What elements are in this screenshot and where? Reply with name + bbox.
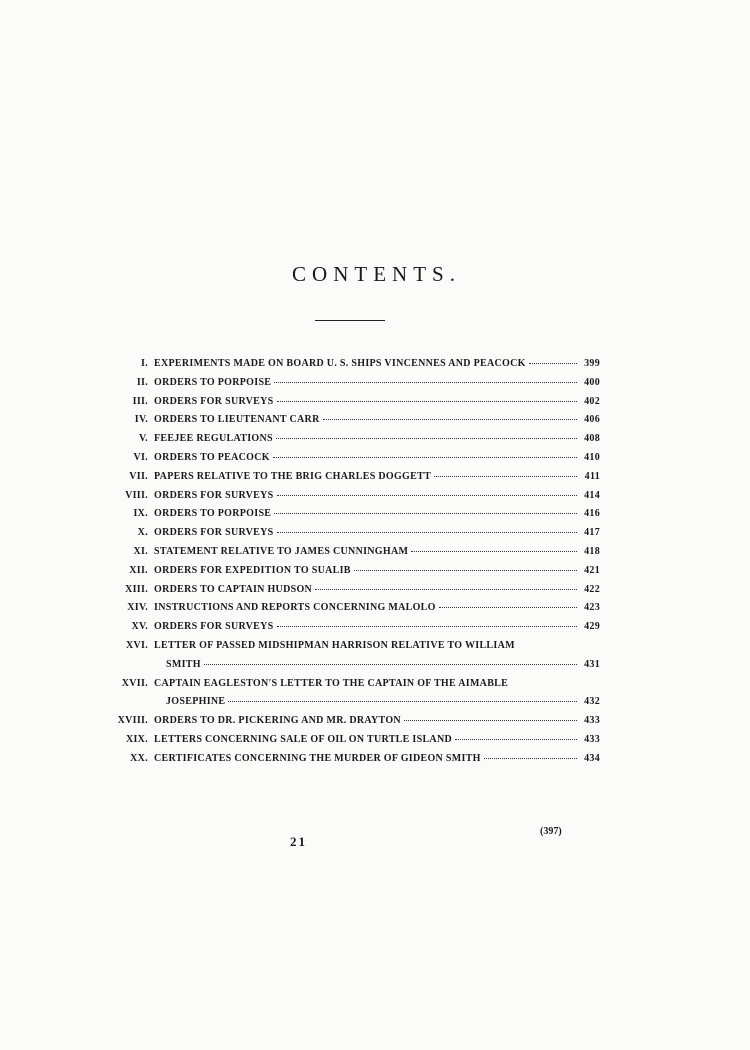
- dot-leader: [228, 701, 577, 702]
- toc-entry: [100, 490, 600, 509]
- toc-entry-title: ORDERS FOR SURVEYS: [154, 621, 274, 633]
- dot-leader: [354, 570, 577, 571]
- toc-entry-page: 433: [584, 715, 600, 727]
- title-rule: [315, 320, 385, 321]
- toc-entry: [100, 377, 600, 396]
- toc-entry-title: EXPERIMENTS MADE ON BOARD U. S. SHIPS VINCENNES AND PEACOCK: [154, 358, 526, 369]
- toc-entry-page: 431: [584, 658, 600, 670]
- toc-entry: [100, 621, 600, 640]
- toc-entry-title: PAPERS RELATIVE TO THE BRIG CHARLES DOGGETT: [154, 470, 432, 482]
- toc-entry-page: 417: [584, 527, 600, 539]
- dot-leader: [274, 513, 577, 514]
- toc-entry-page: 433: [584, 733, 600, 745]
- toc-entry: [100, 753, 600, 772]
- dot-leader: [455, 739, 577, 740]
- toc-entry-page: 402: [584, 395, 600, 407]
- toc-entry-number: VII.: [129, 470, 148, 482]
- dot-leader: [323, 419, 577, 420]
- toc-entry-title: LETTER OF PASSED MIDSHIPMAN HARRISON RELATIVE TO WILLIAM: [154, 639, 515, 651]
- toc-entry: [100, 678, 600, 697]
- toc-entry-title: CERTIFICATES CONCERNING THE MURDER OF GIDEON SMITH: [154, 752, 481, 764]
- toc-entry: [100, 471, 600, 490]
- toc-entry-page: 410: [584, 451, 600, 463]
- signature-mark: 21: [290, 834, 307, 849]
- toc-entry-number: XX.: [130, 752, 148, 764]
- toc-entry-title: ORDERS FOR SURVEYS: [154, 527, 274, 539]
- toc-entry-title: INSTRUCTIONS AND REPORTS CONCERNING MALOLO: [154, 602, 436, 614]
- toc-entry-number: II.: [136, 376, 148, 388]
- toc-entry-number: XIII.: [125, 583, 148, 595]
- dot-leader: [434, 476, 577, 477]
- toc-entry-page: 422: [584, 583, 600, 595]
- toc-entry-number: XV.: [131, 621, 148, 633]
- toc-entry-number: X.: [137, 527, 148, 539]
- toc-entry-page: 418: [584, 545, 600, 557]
- toc-entry-title: LETTERS CONCERNING SALE OF OIL ON TURTLE ISLAND: [154, 733, 452, 745]
- dot-leader: [277, 401, 577, 402]
- toc-entry: [100, 546, 600, 565]
- toc-entry: [100, 734, 600, 753]
- toc-entry-number: III.: [132, 395, 148, 407]
- page-title: CONTENTS.: [292, 262, 461, 286]
- toc-entry-page: 411: [584, 470, 600, 482]
- toc-entry: [100, 414, 600, 433]
- toc-entry-page: 434: [584, 752, 600, 764]
- toc-entry-title: ORDERS TO PEACOCK: [154, 451, 270, 463]
- dot-leader: [273, 457, 577, 458]
- toc-entry-number: VIII.: [125, 489, 148, 501]
- dot-leader: [484, 758, 577, 759]
- toc-entry-page: 399: [584, 358, 600, 369]
- toc-entry-page: 429: [584, 621, 600, 633]
- dot-leader: [277, 495, 577, 496]
- toc-entry-title: ORDERS FOR SURVEYS: [154, 395, 274, 407]
- toc-entry-number: XVIII.: [117, 715, 148, 727]
- toc-entry-number: V.: [138, 433, 148, 445]
- dot-leader: [276, 438, 577, 439]
- toc-entry-number: IX.: [133, 508, 148, 520]
- toc-entry-page: 414: [584, 489, 600, 501]
- toc-entry-title: ORDERS TO PORPOISE: [154, 376, 272, 388]
- toc-entry: [100, 527, 600, 546]
- toc-entry-number: XVII.: [121, 677, 148, 689]
- toc-entry-title: ORDERS TO CAPTAIN HUDSON: [154, 583, 313, 595]
- toc-entry-page: 421: [584, 564, 600, 576]
- toc-entry: [100, 452, 600, 471]
- toc-entry-continuation: [100, 696, 600, 715]
- toc-entry-number: XIX.: [125, 733, 148, 745]
- toc-entry-page: 408: [584, 433, 600, 445]
- table-of-contents: [100, 358, 600, 772]
- toc-entry-title-continued: JOSEPHINE: [166, 696, 226, 708]
- dot-leader: [204, 664, 577, 665]
- toc-entry: [100, 640, 600, 659]
- toc-entry-title: FEEJEE REGULATIONS: [154, 433, 273, 445]
- toc-entry-title: ORDERS FOR EXPEDITION TO SUALIB: [154, 564, 351, 576]
- toc-entry-number: XIV.: [127, 602, 148, 614]
- dot-leader: [404, 720, 577, 721]
- toc-entry-page: 406: [584, 414, 600, 426]
- dot-leader: [529, 363, 577, 364]
- dot-leader: [411, 551, 577, 552]
- toc-entry-number: I.: [141, 358, 148, 369]
- toc-entry-number: XVI.: [125, 639, 148, 651]
- dot-leader: [439, 607, 577, 608]
- toc-entry: [100, 396, 600, 415]
- dot-leader: [274, 382, 577, 383]
- toc-entry-title: STATEMENT RELATIVE TO JAMES CUNNINGHAM: [154, 545, 409, 557]
- toc-entry-continuation: [100, 659, 600, 678]
- toc-entry-title-continued: SMITH: [166, 658, 201, 670]
- toc-entry-title: ORDERS FOR SURVEYS: [154, 489, 274, 501]
- toc-entry-page: 423: [584, 602, 600, 614]
- dot-leader: [277, 626, 577, 627]
- toc-entry: [100, 584, 600, 603]
- toc-entry-number: XII.: [129, 564, 148, 576]
- page-number: (397): [540, 826, 562, 837]
- toc-entry-number: XI.: [133, 545, 148, 557]
- toc-entry-page: 416: [584, 508, 600, 520]
- dot-leader: [277, 532, 577, 533]
- dot-leader: [315, 589, 577, 590]
- toc-entry-number: IV.: [134, 414, 148, 426]
- toc-entry-title: CAPTAIN EAGLESTON'S LETTER TO THE CAPTAIN OF THE AIMABLE: [154, 677, 509, 689]
- toc-entry: [100, 358, 600, 377]
- toc-entry-page: 400: [584, 376, 600, 388]
- toc-entry-title: ORDERS TO DR. PICKERING AND MR. DRAYTON: [154, 715, 401, 727]
- toc-entry: [100, 602, 600, 621]
- toc-entry: [100, 433, 600, 452]
- toc-entry-title: ORDERS TO PORPOISE: [154, 508, 272, 520]
- toc-entry-number: VI.: [133, 451, 148, 463]
- toc-entry: [100, 508, 600, 527]
- toc-entry: [100, 565, 600, 584]
- toc-entry-page: 432: [584, 696, 600, 708]
- toc-entry: [100, 715, 600, 734]
- toc-entry-title: ORDERS TO LIEUTENANT CARR: [154, 414, 320, 426]
